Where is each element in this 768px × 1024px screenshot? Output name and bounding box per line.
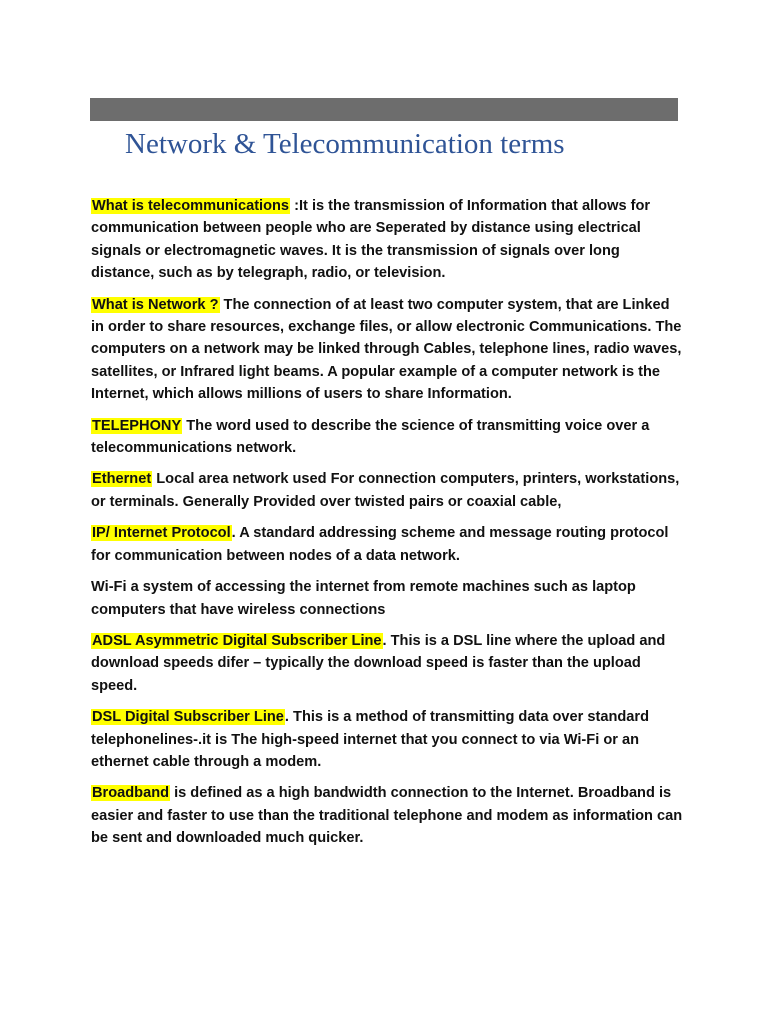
term-highlight: What is telecommunications: [92, 198, 290, 214]
entry-telecommunications: [91, 195, 685, 285]
term-highlight: DSL Digital Subscriber Line: [92, 709, 284, 726]
term-highlight: IP/ Internet Protocol: [92, 525, 231, 542]
definition-text: :It is the transmission of Information that allows for communication between people who are Seperated by distance using electrical signals or electromagnetic waves. It is the transmission of signals over long distance, such as by telegraph, radio, or television.: [91, 198, 651, 282]
entry-adsl: [91, 630, 685, 697]
term-highlight: ADSL Asymmetric Digital Subscriber Line: [92, 632, 382, 649]
term-highlight: Broadband: [92, 785, 170, 802]
entry-internet-protocol: [91, 522, 685, 567]
entry-dsl: [91, 706, 685, 773]
definition-text: Wi-Fi a system of accessing the internet from remote machines such as laptop computers that have wireless connections: [91, 579, 636, 618]
entry-broadband: [91, 782, 685, 849]
definition-text: . This is a method of transmitting data over standard telephonelines-.it is The high-speed internet that you connect to via Wi-Fi or an ethernet cable through a modem.: [91, 709, 650, 770]
entry-ethernet: [91, 468, 685, 513]
entry-telephony: [91, 415, 685, 460]
page-title: Network & Telecommunication terms: [125, 128, 565, 160]
document-body: [91, 195, 685, 859]
entry-wifi: [91, 576, 685, 621]
definition-text: The connection of at least two computer system, that are Linked in order to share resources, exchange files, or allow electronic Communications. The computers on a network may be linked through Cables, telephone lines, radio waves, satellites, or Infrared light beams. A popular example of a computer network is the Internet, which allows millions of users to share Information.: [91, 296, 682, 403]
definition-text: Local area network used For connection computers, printers, workstations, or terminals. Generally Provided over twisted pairs or coaxial cable,: [91, 471, 680, 510]
term-highlight: Ethernet: [92, 471, 152, 488]
definition-text: . A standard addressing scheme and message routing protocol for communication between nodes of a data network.: [91, 525, 669, 564]
definition-text: is defined as a high bandwidth connection to the Internet. Broadband is easier and faster to use than the traditional telephone and modem as information can be sent and downloaded much quicker.: [91, 785, 683, 847]
header-bar: [90, 98, 678, 121]
definition-text: The word used to describe the science of transmitting voice over a telecommunications network.: [91, 417, 650, 457]
definition-text: . This is a DSL line where the upload and download speeds difer – typically the download speed is faster than the upload speed.: [91, 632, 666, 694]
term-highlight: TELEPHONY: [92, 417, 182, 434]
term-highlight: What is Network ?: [92, 296, 219, 313]
entry-network: [91, 294, 685, 406]
